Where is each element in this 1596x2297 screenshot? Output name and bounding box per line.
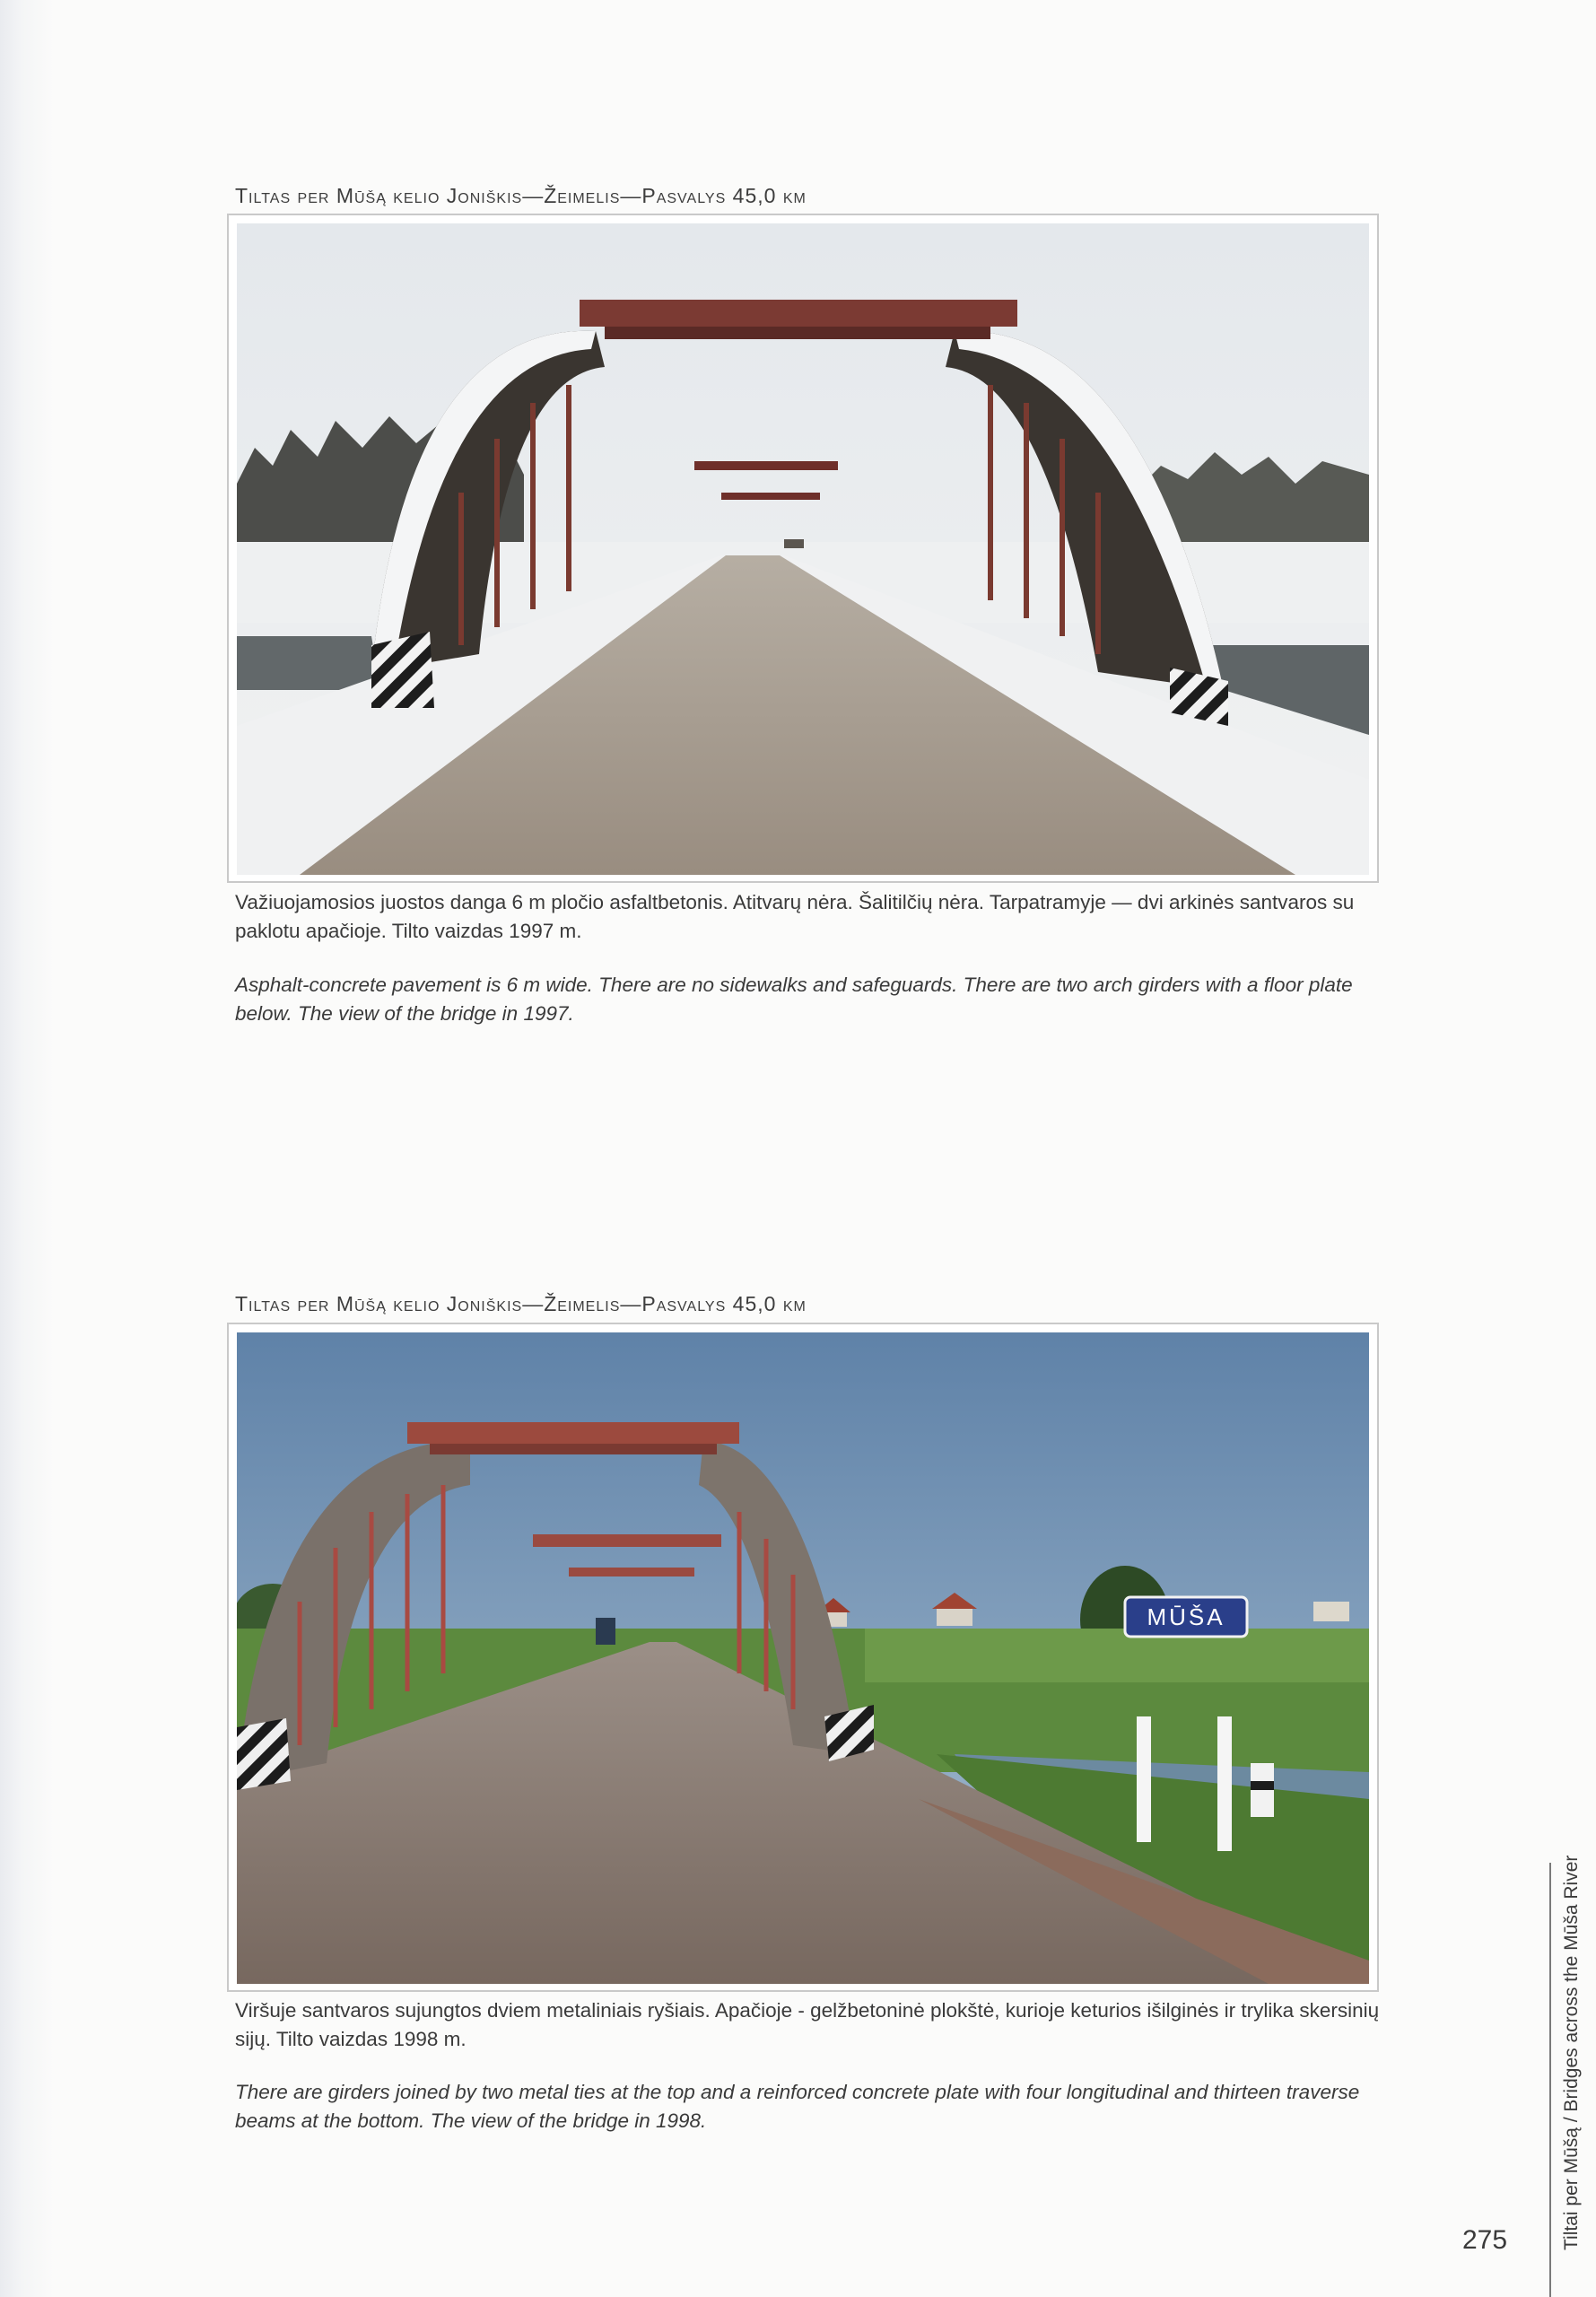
summer-bridge-photo [227,1323,1379,1992]
running-side-title: Tiltai per Mūšą / Bridges across the Mūša River [1561,1855,1582,2250]
page-number: 275 [1462,2225,1508,2255]
section-heading: Tiltas per Mūšą kelio Joniškis—Žeimelis—Pasvalys 45,0 km [235,1292,807,1315]
page-gutter-shadow [0,0,54,2297]
side-divider-line [1549,1863,1551,2297]
caption-english: Asphalt-concrete pavement is 6 m wide. There are no sidewalks and safeguards. There are two arch girders with a floor plate below. The view of the bridge in 1997. [235,974,1353,1025]
section-heading: Tiltas per Mūšą kelio Joniškis—Žeimelis—Pasvalys 45,0 km [235,184,807,207]
winter-bridge-photo [227,214,1379,883]
caption-lithuanian: Viršuje santvaros sujungtos dviem metaliniais ryšiais. Apačioje - gelžbetoninė plokštė, kurioje keturios išilginės ir trylika skersinių sijų. Tilto vaizdas 1998 m. [235,1999,1380,2050]
road-sign-text: MŪŠA [1147,1603,1225,1630]
caption-english: There are girders joined by two metal ties at the top and a reinforced concrete plate with four longitudinal and thirteen traverse beams at the bottom. The view of the bridge in 1998. [235,2081,1360,2132]
caption-lithuanian: Važiuojamosios juostos danga 6 m pločio asfaltbetonis. Atitvarų nėra. Šalitilčių nėra. Tarpatramyje — dvi arkinės santvaros su paklotu apačioje. Tilto vaizdas 1997 m. [235,891,1355,942]
